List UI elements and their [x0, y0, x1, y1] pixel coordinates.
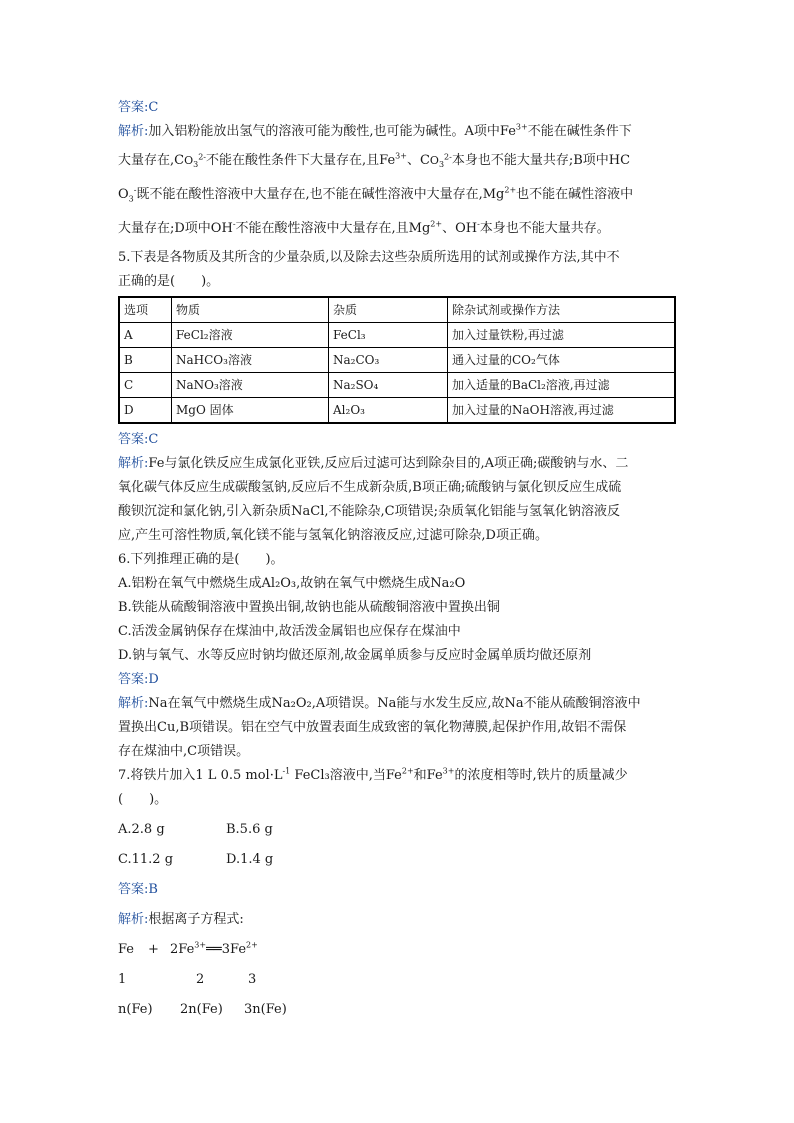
- q5-analysis-line-1: 解析:Fe与氯化铁反应生成氯化亚铁,反应后过滤可达到除杂目的,A项正确;碳酸钠与水、二: [118, 456, 629, 471]
- table-cell: FeCl₃: [329, 323, 448, 348]
- q7-answer: 答案:B: [118, 882, 158, 897]
- q6-option-a: A.铝粉在氧气中燃烧生成Al₂O₃,故钠在氧气中燃烧生成Na₂O: [118, 576, 466, 591]
- q6-option-c: C.活泼金属钠保存在煤油中,故活泼金属铝也应保存在煤油中: [118, 624, 461, 639]
- table-row: [119, 373, 675, 398]
- table-cell: D: [119, 398, 172, 424]
- table-cell: A: [119, 323, 172, 348]
- analysis-label: 解析:: [118, 124, 149, 139]
- q4-analysis-line-1: 解析:加入铝粉能放出氢气的溶液可能为酸性,也可能为碱性。A项中$Fe^{3+}$不能在碱性条件下: [118, 122, 632, 139]
- q7-question-line-1: 7.将铁片加入1 L 0.5 $mol\cdot L^{-1}$ FeCl₃溶液中,当$Fe^{2+}$和$Fe^{3+}$的浓度相等时,铁片的质量减少: [118, 766, 628, 783]
- carbonate-ion: $O_3^{2-}$: [184, 152, 207, 170]
- document-page: [118, 96, 678, 1022]
- ionic-equation: $Fe + 2Fe^{3+}══3Fe^{2+}$: [118, 940, 258, 957]
- q7-option-a: A.2.8 g: [118, 822, 165, 837]
- q7-option-d: D.1.4 g: [226, 852, 274, 867]
- q5-table: [118, 296, 676, 424]
- table-cell: 通入过量的CO₂气体: [448, 348, 676, 373]
- table-cell: 加入过量铁粉,再过滤: [448, 323, 676, 348]
- table-cell: NaNO₃溶液: [172, 373, 329, 398]
- q6-analysis-line-1: 解析:Na在氧气中燃烧生成Na₂O₂,A项错误。Na能与水发生反应,故Na不能从硫酸铜溶液中: [118, 696, 641, 711]
- q4-analysis-line-2: 大量存在$,CO_3^{2-}$不能在酸性条件下大量存在,且$Fe^{3+}$、$CO_3^{2-}$本身也不能大量共存;B项中HC: [118, 151, 631, 170]
- table-header-cell: 选项: [119, 297, 172, 323]
- q4-analysis-line-4: 大量存在;D项中OH-不能在酸性溶液中大量存在,且$Mg^{2+}$、OH-本身也不能大量共存。: [118, 219, 610, 236]
- analysis-label: 解析:: [118, 912, 149, 927]
- coefficient-row: 1 2 3: [118, 972, 257, 987]
- q6-analysis-line-3: 存在煤油中,C项错误。: [118, 744, 250, 759]
- q6-option-d: D.钠与氧气、水等反应时钠均做还原剂,故金属单质参与反应时金属单质均做还原剂: [118, 648, 592, 663]
- table-cell: NaHCO₃溶液: [172, 348, 329, 373]
- q5-analysis-line-4: 应,产生可溶性物质,氧化镁不能与氢氧化钠溶液反应,过滤可除杂,D项正确。: [118, 528, 548, 543]
- q4-answer: 答案:C: [118, 100, 159, 115]
- table-header-cell: 除杂试剂或操作方法: [448, 297, 676, 323]
- q4-analysis-line-3: $O_3^-$既不能在酸性溶液中大量存在,也不能在碱性溶液中大量存在$,Mg^{2+}$也不能在碱性溶液中: [118, 185, 634, 204]
- q7-options-row-1: [118, 818, 678, 842]
- q5-analysis-line-2: 氧化碳气体反应生成碳酸氢钠,反应后不生成新杂质,B项正确;硫酸钠与氯化钡反应生成硫: [118, 480, 622, 495]
- q7-option-c: C.11.2 g: [118, 852, 174, 867]
- table-cell: Al₂O₃: [329, 398, 448, 424]
- table-header-row: [119, 297, 675, 323]
- q5-question-line-2: 正确的是( )。: [118, 274, 220, 289]
- table-cell: Na₂CO₃: [329, 348, 448, 373]
- q7-analysis: 解析:根据离子方程式:: [118, 912, 244, 927]
- table-cell: FeCl₂溶液: [172, 323, 329, 348]
- table-cell: Na₂SO₄: [329, 373, 448, 398]
- table-cell: C: [119, 373, 172, 398]
- table-header-cell: 物质: [172, 297, 329, 323]
- moles-row: n(Fe) 2n(Fe) 3n(Fe): [118, 1002, 287, 1017]
- q7-options-row-2: [118, 848, 678, 872]
- carbonate-ion: $O_3^{2-}$: [429, 152, 452, 170]
- q5-analysis-line-3: 酸钡沉淀和氯化钠,引入新杂质NaCl,不能除杂,C项错误;杂质氧化铝能与氢氧化钠溶液反: [118, 504, 620, 519]
- q6-option-b: B.铁能从硫酸铜溶液中置换出铜,故钠也能从硫酸铜溶液中置换出铜: [118, 600, 500, 615]
- q5-answer: 答案:C: [118, 432, 159, 447]
- table-cell: B: [119, 348, 172, 373]
- table-header-cell: 杂质: [329, 297, 448, 323]
- analysis-label: 解析:: [118, 456, 149, 471]
- analysis-label: 解析:: [118, 696, 149, 711]
- q6-question: 6.下列推理正确的是( )。: [118, 552, 284, 567]
- q5-question-line-1: 5.下表是各物质及其所含的少量杂质,以及除去这些杂质所选用的试剂或操作方法,其中不: [118, 250, 620, 265]
- table-row: [119, 323, 675, 348]
- table-row: [119, 398, 675, 424]
- table-cell: 加入适量的BaCl₂溶液,再过滤: [448, 373, 676, 398]
- q6-answer: 答案:D: [118, 672, 159, 687]
- q6-analysis-line-2: 置换出Cu,B项错误。铝在空气中放置表面生成致密的氧化物薄膜,起保护作用,故铝不需保: [118, 720, 627, 735]
- q7-question-line-2: ( )。: [118, 792, 168, 807]
- table-row: [119, 348, 675, 373]
- table-cell: 加入过量的NaOH溶液,再过滤: [448, 398, 676, 424]
- q7-option-b: B.5.6 g: [226, 822, 273, 837]
- table-cell: MgO 固体: [172, 398, 329, 424]
